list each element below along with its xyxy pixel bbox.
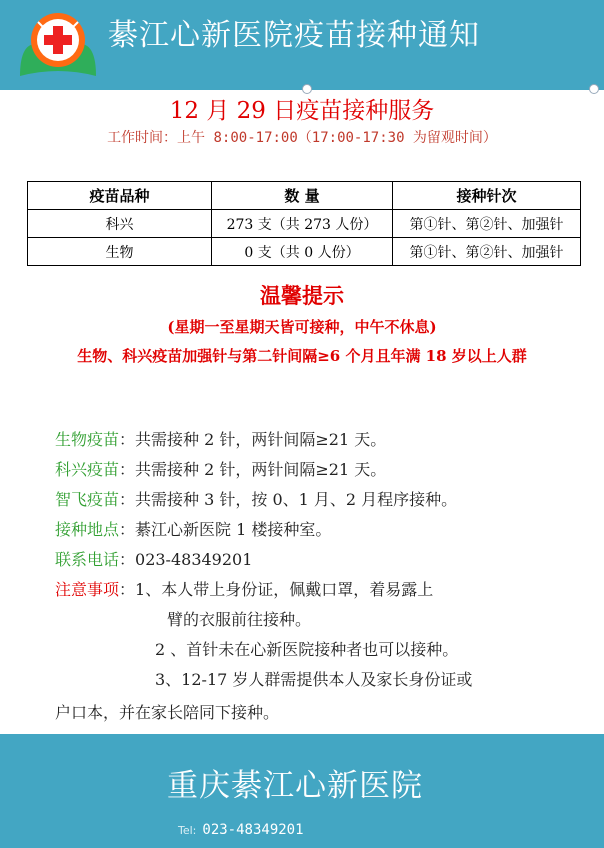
notes-text: ：1、本人带上身份证，佩戴口罩，着易露上 (119, 580, 434, 599)
table-header-cell: 数 量 (212, 182, 393, 210)
table-cell: 0 支（共 0 人份） (212, 238, 393, 266)
info-label: 生物疫苗 (55, 430, 120, 449)
table-cell: 生物 (28, 238, 212, 266)
work-hours: 工作时间：上午 8:00-17:00（17:00-17:30 为留观时间） (107, 130, 497, 146)
table-header-cell: 接种针次 (393, 182, 581, 210)
table-cell: 273 支（共 273 人份） (212, 210, 393, 238)
phone-label: Tel: (178, 824, 197, 837)
info-line (55, 427, 386, 450)
info-line (55, 547, 252, 570)
table-cell: 第①针、第②针、加强针 (393, 210, 581, 238)
notice-title: 12 月 29 日疫苗接种服务 (169, 98, 435, 124)
footer-phone (178, 822, 304, 838)
hospital-logo-icon (16, 6, 100, 84)
notes-line (55, 577, 433, 600)
info-label: 接种地点 (55, 520, 120, 539)
header-title: 綦江心新医院疫苗接种通知 (108, 18, 480, 53)
tips-line-1: (星期一至星期天皆可接种，中午不休息) (167, 318, 437, 336)
table-cell: 第①针、第②针、加强针 (393, 238, 581, 266)
info-line (55, 457, 386, 480)
info-label: 科兴疫苗 (55, 460, 120, 479)
table-header-cell: 疫苗品种 (28, 182, 212, 210)
info-text: ：綦江心新医院 1 楼接种室。 (119, 520, 332, 539)
table-row (28, 238, 581, 266)
info-text: ：共需接种 2 针，两针间隔≥21 天。 (119, 460, 387, 479)
info-text: ：023-48349201 (119, 550, 253, 569)
info-line (55, 487, 457, 510)
notes-label: 注意事项 (55, 580, 120, 599)
notes-text: 臂的衣服前往接种。 (167, 610, 312, 629)
tips-title: 温馨提示 (260, 283, 344, 308)
info-label: 联系电话 (55, 550, 120, 569)
notes-text: 3、12-17 岁人群需提供本人及家长身份证或 (155, 670, 473, 689)
notes-text: 户口本，并在家长陪同下接种。 (55, 703, 280, 722)
info-text: ：共需接种 2 针，两针间隔≥21 天。 (119, 430, 387, 449)
table-row (28, 210, 581, 238)
phone-number: 023-48349201 (202, 822, 304, 838)
table-cell: 科兴 (28, 210, 212, 238)
info-label: 智飞疫苗 (55, 490, 120, 509)
table-header-row (28, 182, 581, 210)
notes-text: 2 、首针未在心新医院接种者也可以接种。 (155, 640, 459, 659)
footer-hospital-name: 重庆綦江心新医院 (167, 768, 423, 804)
info-line (55, 517, 331, 540)
vaccine-table (27, 181, 581, 266)
tips-line-2: 生物、科兴疫苗加强针与第二针间隔≥6 个月且年满 18 岁以上人群 (77, 347, 527, 365)
info-text: ：共需接种 3 针，按 0、1 月、2 月程序接种。 (119, 490, 458, 509)
